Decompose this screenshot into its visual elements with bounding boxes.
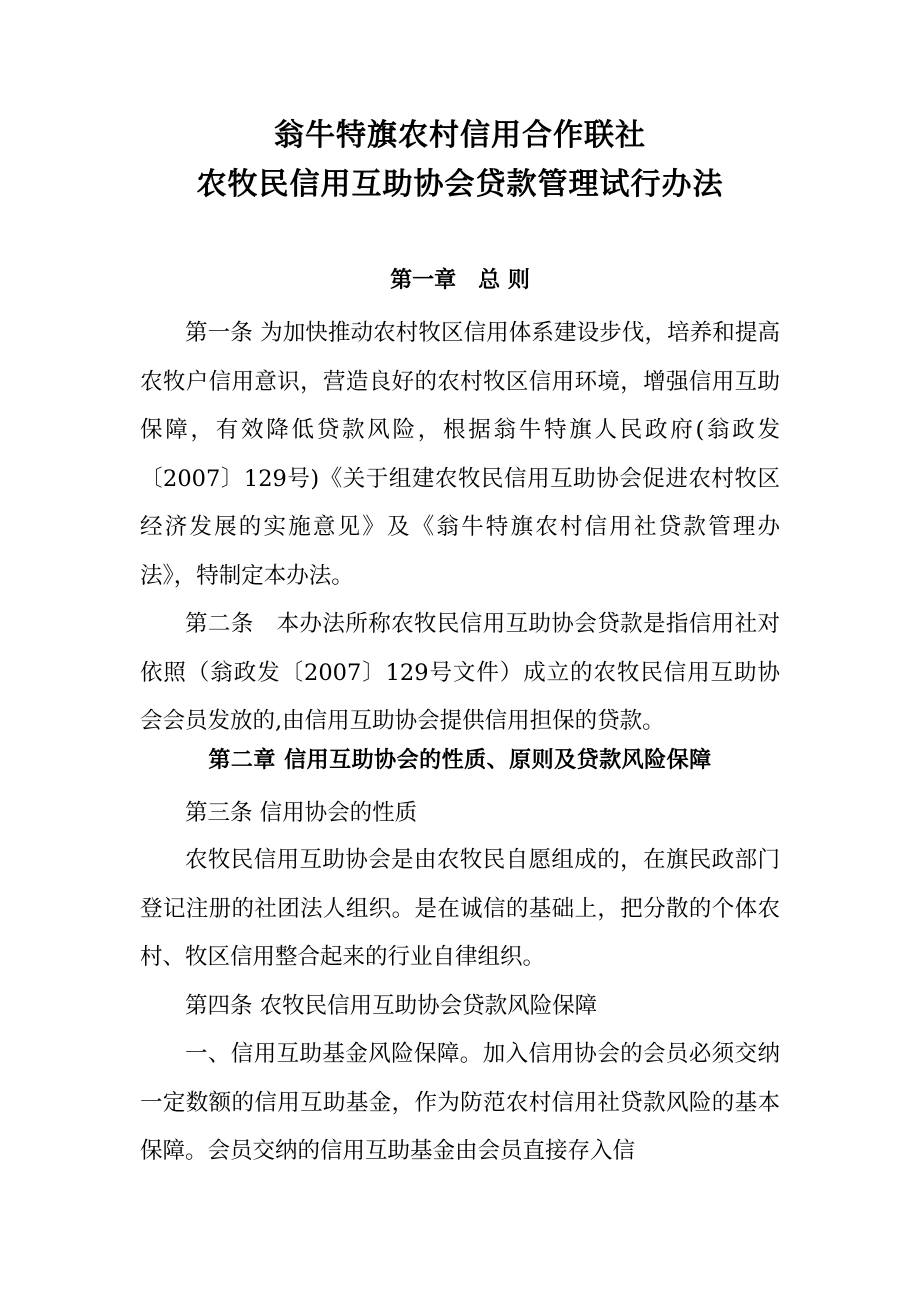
article-4-title: 第四条 农牧民信用互助协会贷款风险保障 (185, 993, 598, 1019)
article-2: 第二条 本办法所称农牧民信用互助协会贷款是指信用社对依照（翁政发〔2007〕129号文件）成立的农牧民信用互助协会会员发放的,由信用互助协会提供信用担保的贷款。 (140, 611, 780, 734)
chapter-2-heading: 第二章 信用互助协会的性质、原则及贷款风险保障 (208, 748, 712, 773)
document-title-line-1: 翁牛特旗农村信用合作联社 (274, 118, 646, 153)
article-1: 第一条 为加快推动农村牧区信用体系建设步伐，培养和提高农牧户信用意识，营造良好的农村牧区信用环境，增强信用互助保障，有效降低贷款风险，根据翁牛特旗人民政府(翁政发〔2007〕129号)《关于组建农牧民信用互助协会促进农村牧区经济发展的实施意见》及《翁牛特旗农村信用社贷款管理办法》，特制定本办法。 (140, 320, 780, 589)
article-3-title: 第三条 信用协会的性质 (185, 800, 418, 826)
article-4-item-1: 一、信用互助基金风险保障。加入信用协会的会员必须交纳一定数额的信用互助基金，作为防范农村信用社贷款风险的基本保障。会员交纳的信用互助基金由会员直接存入信 (140, 1041, 780, 1164)
article-3-body: 农牧民信用互助协会是由农牧民自愿组成的，在旗民政部门登记注册的社团法人组织。是在诚信的基础上，把分散的个体农村、牧区信用整合起来的行业自律组织。 (140, 847, 780, 970)
chapter-1-heading: 第一章 总 则 (390, 268, 530, 293)
document-title-line-2: 农牧民信用互助协会贷款管理试行办法 (196, 167, 724, 202)
